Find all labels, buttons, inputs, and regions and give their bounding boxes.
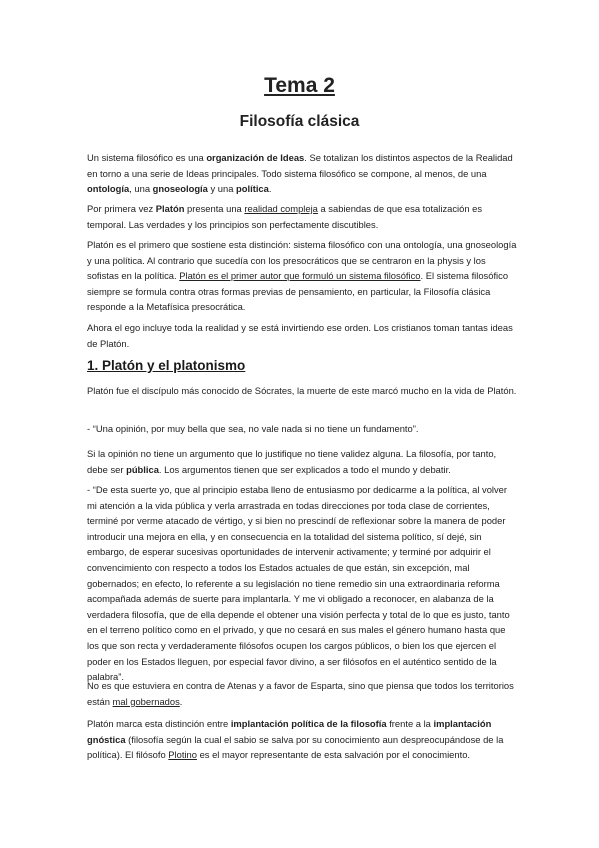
bold-term: gnoseología [152,183,208,195]
paragraph-ego: Ahora el ego incluye toda la realidad y se está invirtiendo ese orden. Los cristianos toman tantas ideas de Platón. [87,322,513,349]
paragraph-discipulo: Platón fue el discípulo más conocido de Sócrates, la muerte de este marcó mucho en la vida de Platón. [87,385,517,396]
underlined-term: mal gobernados [112,695,180,707]
text-span: Si la opinión no tiene un argumento que lo justifique no tiene validez alguna. La filosofía, por tanto, debe ser [87,448,497,475]
text-span: es el mayor representante de esta salvación por el conocimiento. [196,749,471,761]
underlined-term: Platón es el primer autor que formuló un sistema filosófico [179,270,421,282]
bold-term: organización de Ideas [206,152,305,163]
text-span: presenta una [184,203,245,214]
text-span: . Se totalizan los distintos aspectos de la Realidad en torno a una serie de Ideas principales. Todo sistema filosófico se compone, al menos, de una [87,152,513,179]
paragraph-mal-gobernados [87,678,519,709]
underlined-term: Plotino [168,749,197,761]
paragraph-sistema-filosofico [87,150,519,197]
text-span: Un sistema filosófico es una [87,152,207,163]
text-span: a sabiendas de que esa totalización es temporal. Las verdades y los principios son perfectamente discutibles. [87,203,483,230]
paragraph-distincion [87,237,519,315]
bold-term: política [236,183,269,195]
bold-term: implantación política de la filosofía [230,718,387,729]
underlined-term: realidad compleja [244,203,318,214]
bold-term: implantación gnóstica [87,718,492,745]
text-span: No es que estuviera en contra de Atenas y a favor de Esparta, sino que piensa que todos los territorios están [87,680,514,707]
text-span: . [179,695,183,707]
section-heading-platon: 1. Platón y el platonismo [87,358,246,373]
page-subtitle: Filosofía clásica [239,113,360,130]
quote-opinion: - “Una opinión, por muy bella que sea, no vale nada si no tiene un fundamento”. [87,423,419,434]
text-span: frente a la [386,718,434,729]
text-span: . Los argumentos tienen que ser explicados a todo el mundo y debatir. [158,463,451,475]
text-span: Platón marca esta distinción entre [87,718,231,729]
text-span: y una [207,183,237,195]
text-span: Por primera vez [87,203,156,214]
page-title: Tema 2 [264,74,335,97]
paragraph-realidad-compleja [87,201,519,232]
text-span: . [268,183,272,195]
bold-term: ontología [87,183,130,195]
bold-term: pública [126,463,159,475]
paragraph-publica [87,446,519,477]
bold-term: Platón [155,203,185,214]
text-span: . El sistema filosófico siempre se formula contra otras formas previas de pensamiento, en particular, la Filosofía clásica responde a la Metafísica presocrática. [87,270,509,313]
quote-carta-septima: - “De esta suerte yo, que al principio estaba lleno de entusiasmo por dedicarme a la política, al volver mi atención a la vida pública y verla arrastrada en todas direcciones por toda clase de corrientes, terminé por verme atacado de vértigo, y si bien no prescindí de reflexionar sobre la manera de poder introducir una mejora en ella, y en consecuencia en la totalidad del sistema político, sí dejé, sin embargo, de esperar sucesivas oportunidades de intervenir activamente; y terminé por adquirir el convencimiento con respecto a todos los Estados actuales de que están, sin excepción, mal gobernados; en efecto, lo referente a su legislación no tiene remedio sin una extraordinaria reforma acompañada además de suerte para implantarla. Y me vi obligado a reconocer, en alabanza de la verdadera filosofía, que de ella depende el obtener una visión perfecta y total de lo que es justo, tanto en el terreno político como en el privado, y que no cesará en sus males el género humano hasta que los que son recta y verdaderamente filósofos ocupen los cargos públicos, o bien los que ejercen el poder en los Estados lleguen, por especial favor divino, a ser filósofos en el auténtico sentido de la palabra”. [87,484,510,683]
text-span: Platón es el primero que sostiene esta distinción: sistema filosófico con una ontología, una gnoseología y una política. Al contrario que sucedía con los presocráticos que se centraron en la physis y los sofistas en la política. [87,239,517,282]
text-span: (filosofía según la cual el sabio se salva por su conocimiento aun despreocupándose de la política). El filósofo [87,733,504,761]
paragraph-implantacion [87,716,519,763]
text-span: , una [129,183,153,195]
